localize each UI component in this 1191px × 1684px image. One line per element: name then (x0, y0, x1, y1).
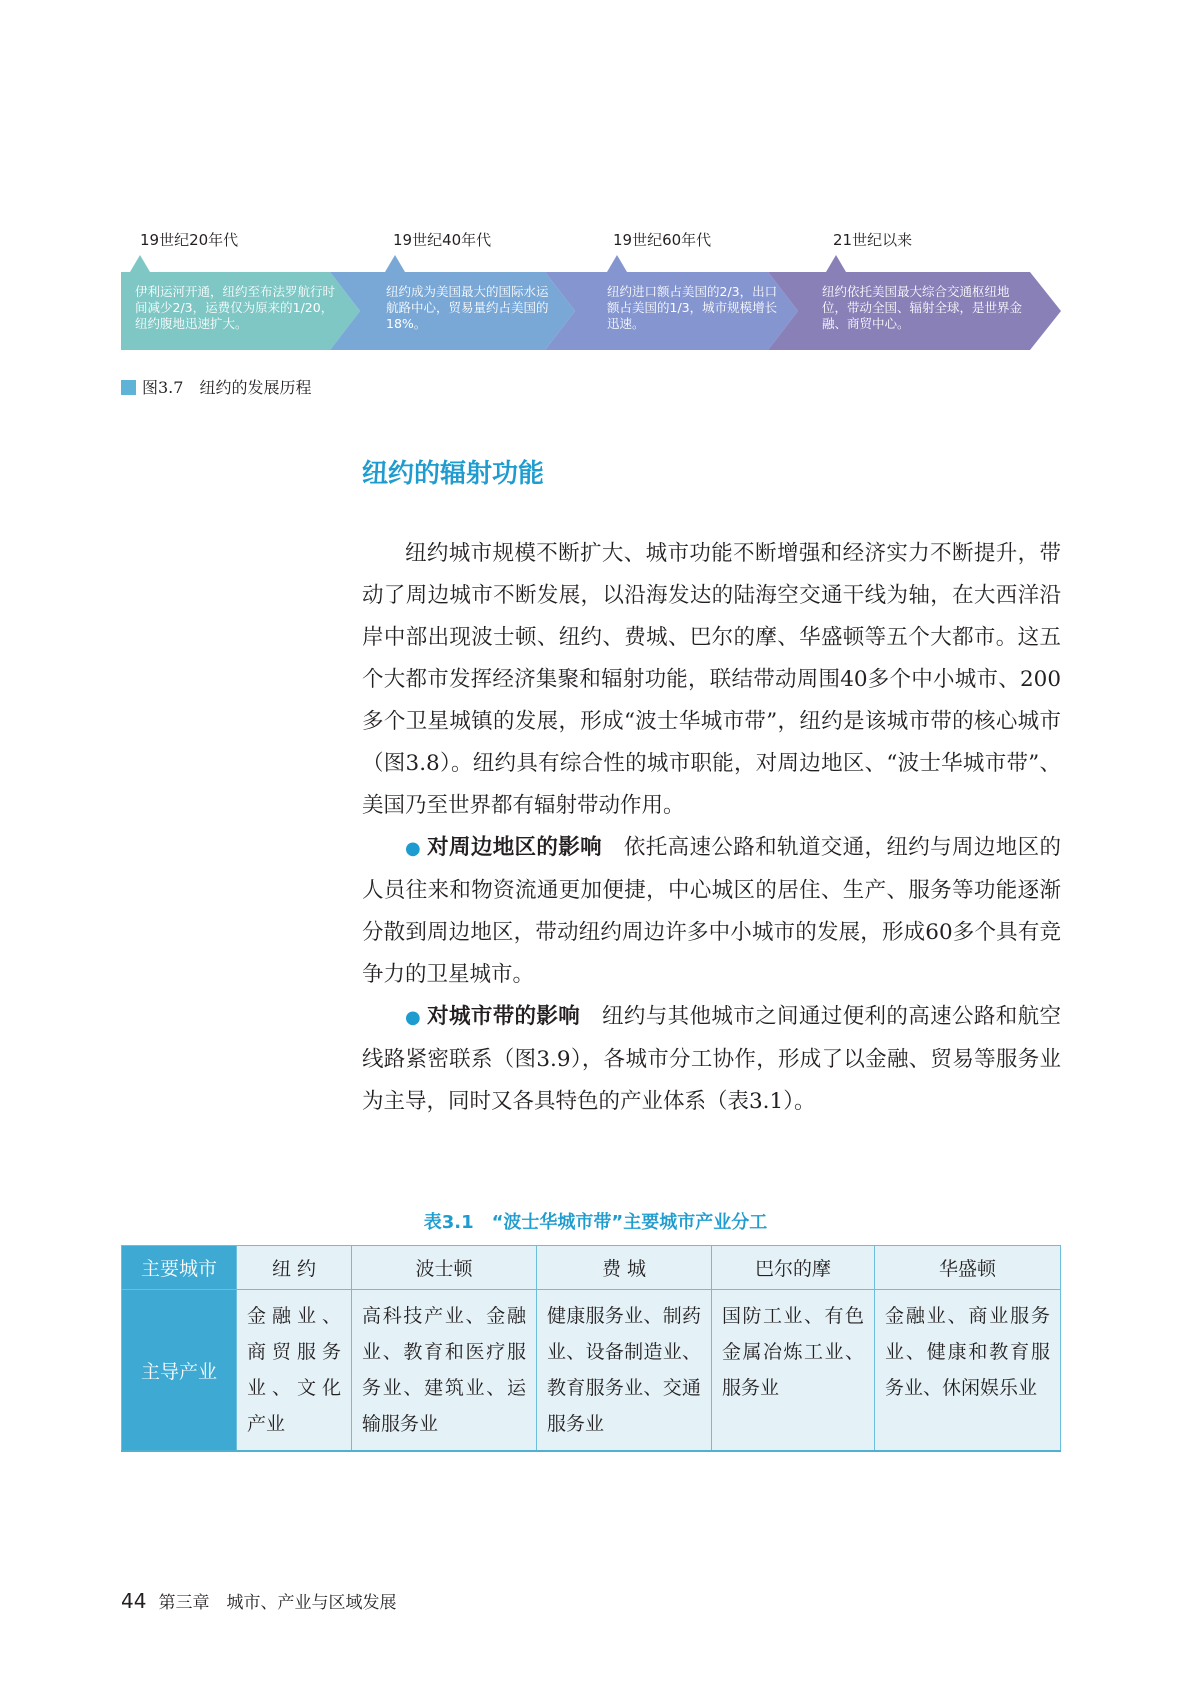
caption-marker-icon (121, 380, 136, 395)
paragraph-3 (362, 996, 1061, 1123)
city-header: 波士顿 (352, 1246, 537, 1290)
table-row (122, 1290, 1061, 1452)
timeline-text-4: 纽约依托美国最大综合交通枢纽地位，带动全国、辐射全球，是世界金融、商贸中心。 (822, 284, 1023, 331)
paragraph-2-text: 依托高速公路和轨道交通，纽约与周边地区的人员往来和物资流通更加便捷，中心城区的居住、生产、服务等功能逐渐分散到周边地区，带动纽约周边许多中小城市的发展，形成60多个具有竞争力的卫星城市。 (362, 835, 1061, 987)
timeline-pointer-4 (826, 255, 846, 272)
timeline-text-3: 纽约进口额占美国的2/3，出口额占美国的1/3，城市规模增长迅速。 (607, 284, 778, 331)
paragraph-2-heading: 对周边地区的影响 (427, 835, 603, 860)
city-header: 华盛顿 (875, 1246, 1061, 1290)
timeline-pointer-1 (130, 255, 150, 272)
page-number: 44 (121, 1589, 147, 1613)
section-title: 纽约的辐射功能 (362, 459, 545, 489)
timeline-text-2: 纽约成为美国最大的国际水运航路中心，贸易量约占美国的18%。 (386, 284, 549, 331)
figure-caption-text: 图3.7 纽约的发展历程 (142, 378, 312, 397)
timeline-text-1: 伊利运河开通，纽约至布法罗航行时间减少2/3，运费仅为原来的1/20，纽约腹地迅速扩大。 (135, 284, 336, 331)
chapter-title: 第三章 城市、产业与区域发展 (158, 1593, 397, 1613)
industry-cell: 金融业、商贸服务业、文化产业 (237, 1290, 352, 1452)
bullet-icon: ● (405, 1007, 422, 1028)
city-header: 费 城 (537, 1246, 712, 1290)
industry-table (121, 1245, 1061, 1452)
page-footer (121, 1588, 396, 1613)
city-header: 巴尔的摩 (712, 1246, 875, 1290)
figure-caption (121, 375, 311, 398)
row-header-industry: 主导产业 (122, 1290, 237, 1452)
industry-cell: 高科技产业、金融业、教育和医疗服务业、建筑业、运输服务业 (352, 1290, 537, 1452)
bullet-icon: ● (405, 838, 422, 859)
industry-cell: 国防工业、有色金属冶炼工业、服务业 (712, 1290, 875, 1452)
paragraph-3-heading: 对城市带的影响 (427, 1004, 581, 1029)
row-header-city: 主要城市 (122, 1246, 237, 1290)
table-title: 表3.1 “波士华城市带”主要城市产业分工 (423, 1212, 768, 1233)
industry-cell: 健康服务业、制药业、设备制造业、教育服务业、交通服务业 (537, 1290, 712, 1452)
timeline-date-4: 21世纪以来 (833, 231, 913, 249)
timeline-date-1: 19世纪20年代 (140, 231, 239, 249)
body-text (362, 533, 1061, 1123)
table-header-row (122, 1246, 1061, 1290)
paragraph-3-text: 纽约与其他城市之间通过便利的高速公路和航空线路紧密联系（图3.9），各城市分工协作，形成了以金融、贸易等服务业为主导，同时又各具特色的产业体系（表3.1）。 (362, 1004, 1061, 1114)
timeline-pointer-3 (607, 255, 627, 272)
city-header: 纽 约 (237, 1246, 352, 1290)
paragraph-1: 纽约城市规模不断扩大、城市功能不断增强和经济实力不断提升，带动了周边城市不断发展，以沿海发达的陆海空交通干线为轴，在大西洋沿岸中部出现波士顿、纽约、费城、巴尔的摩、华盛顿等五个大都市。这五个大都市发挥经济集聚和辐射功能，联结带动周围40多个中小城市、200多个卫星城镇的发展，形成“波士华城市带”，纽约是该城市带的核心城市（图3.8）。纽约具有综合性的城市职能，对周边地区、“波士华城市带”、美国乃至世界都有辐射带动作用。 (362, 541, 1061, 818)
paragraph-2 (362, 827, 1061, 996)
industry-cell: 金融业、商业服务业、健康和教育服务业、休闲娱乐业 (875, 1290, 1061, 1452)
timeline-pointer-2 (385, 255, 405, 272)
timeline-date-3: 19世纪60年代 (613, 231, 712, 249)
timeline-date-2: 19世纪40年代 (393, 231, 492, 249)
